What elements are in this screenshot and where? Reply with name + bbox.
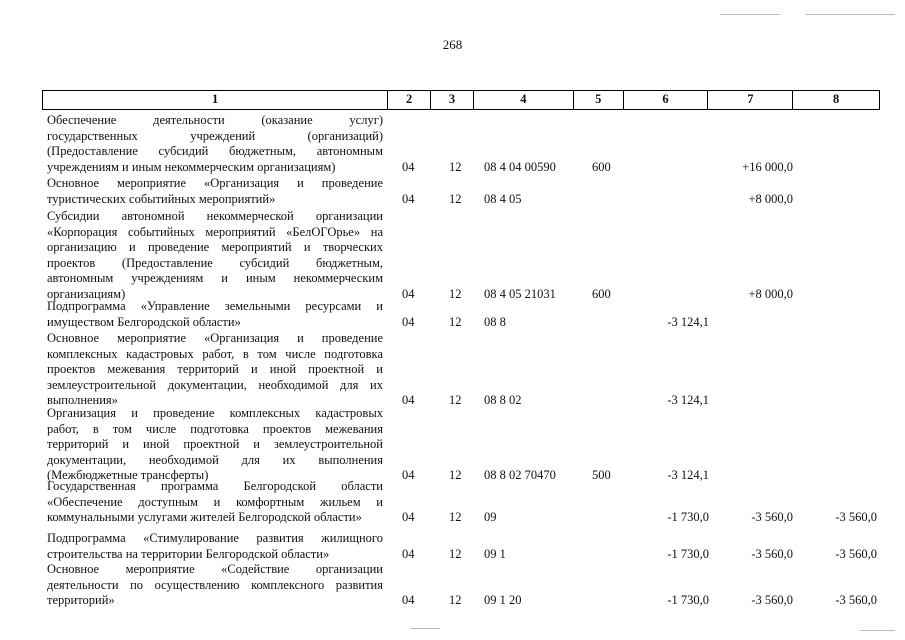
row-value-c3: 12: [449, 191, 462, 206]
description-line: Субсидии автономной некоммерческой организации: [47, 209, 383, 223]
row-value-c6: -3 124,1: [667, 314, 709, 329]
description-line: организациям): [47, 286, 126, 301]
description-line: коммунальными услугами жителей Белгородской области»: [47, 510, 362, 524]
row-value-c6: -1 730,0: [667, 510, 709, 524]
row-value-c6: -1 730,0: [667, 593, 709, 607]
row-value-c3: 12: [449, 314, 462, 329]
row-value-c2: 04: [402, 468, 415, 482]
row-value-c4: 08 8 02: [484, 393, 522, 407]
row-description: [47, 562, 383, 609]
row-value-c4: 09 1: [484, 546, 506, 561]
description-line: проектов межевания территорий и иной проектной и: [47, 362, 383, 376]
description-line: (Межбюджетные трансферты): [47, 468, 209, 482]
row-description: [47, 331, 383, 409]
description-line: Государственная программа Белгородской области: [47, 479, 383, 493]
header-col-1: 1: [43, 91, 388, 109]
row-description: [47, 531, 383, 562]
scan-speck: [805, 14, 895, 15]
row-description: [47, 479, 383, 526]
description-line: землеустроительной документации, необходимой для их: [47, 377, 383, 392]
header-col-4: 4: [474, 91, 574, 109]
row-value-c3: 12: [449, 593, 462, 607]
row-value-c3: 12: [449, 159, 462, 174]
header-col-3: 3: [431, 91, 474, 109]
row-description: [47, 299, 383, 330]
row-value-c2: 04: [402, 510, 415, 524]
scan-speck: [860, 630, 895, 631]
description-line: территорий и иной проектной и землеустроительной: [47, 437, 383, 451]
description-line: (Предоставление субсидий бюджетным, автономным: [47, 144, 383, 158]
row-value-c8: -3 560,0: [835, 593, 877, 607]
row-value-c7: -3 560,0: [751, 546, 793, 561]
description-line: государственных учреждений (организаций): [47, 128, 383, 143]
description-line: Основное мероприятие «Содействие организации: [47, 562, 383, 576]
row-value-c5: 600: [592, 159, 611, 174]
description-line: имуществом Белгородской области»: [47, 314, 241, 329]
description-line: «Обеспечение доступным и комфортным жильем и: [47, 494, 383, 509]
row-value-c7: +8 000,0: [748, 286, 793, 301]
description-line: комплексных кадастровых работ, в том числе подготовка: [47, 346, 383, 361]
row-value-c3: 12: [449, 510, 462, 524]
table-header: [42, 90, 880, 110]
description-line: Организация и проведение комплексных кадастровых: [47, 406, 383, 420]
header-col-7: 7: [708, 91, 793, 109]
row-value-c4: 08 4 05: [484, 191, 522, 206]
row-description: [47, 176, 383, 207]
description-line: выполнения»: [47, 393, 118, 407]
description-line: «Корпорация событийных мероприятий «БелОГОрье» на: [47, 224, 383, 239]
header-col-6: 6: [624, 91, 709, 109]
row-value-c8: -3 560,0: [835, 546, 877, 561]
row-value-c2: 04: [402, 191, 415, 206]
row-description: [47, 113, 383, 175]
row-value-c3: 12: [449, 468, 462, 482]
description-line: деятельности по осуществлению комплексного развития: [47, 577, 383, 592]
description-line: документации, необходимой для их выполнения: [47, 452, 383, 467]
row-value-c5: 500: [592, 468, 611, 482]
description-line: Основное мероприятие «Организация и проведение: [47, 331, 383, 345]
description-line: территорий»: [47, 593, 115, 607]
header-col-2: 2: [388, 91, 431, 109]
row-value-c4: 08 8 02 70470: [484, 468, 556, 482]
description-line: Обеспечение деятельности (оказание услуг): [47, 113, 383, 127]
row-description: [47, 209, 383, 302]
row-value-c4: 09: [484, 510, 497, 524]
row-value-c2: 04: [402, 286, 415, 301]
row-value-c4: 08 4 05 21031: [484, 286, 556, 301]
description-line: Подпрограмма «Стимулирование развития жилищного: [47, 531, 383, 545]
row-value-c2: 04: [402, 546, 415, 561]
page-number: 268: [442, 37, 463, 52]
description-line: строительства на территории Белгородской области»: [47, 546, 330, 561]
header-col-8: 8: [832, 92, 840, 107]
description-line: автономным учреждениям и иным некоммерческим: [47, 271, 383, 285]
row-value-c6: -3 124,1: [667, 393, 709, 407]
description-line: организацию и проведение мероприятий и творческих: [47, 240, 383, 254]
row-value-c5: 600: [592, 286, 611, 301]
description-line: Подпрограмма «Управление земельными ресурсами и: [47, 299, 383, 313]
row-value-c2: 04: [402, 314, 415, 329]
row-value-c6: -1 730,0: [667, 546, 709, 561]
row-value-c4: 09 1 20: [484, 593, 522, 607]
row-value-c3: 12: [449, 393, 462, 407]
scan-speck: [720, 14, 780, 15]
row-value-c6: -3 124,1: [667, 468, 709, 482]
row-value-c7: +16 000,0: [742, 159, 793, 174]
row-value-c7: -3 560,0: [751, 510, 793, 524]
row-description: [47, 406, 383, 484]
row-value-c4: 08 4 04 00590: [484, 159, 556, 174]
description-line: туристических событийных мероприятий»: [47, 191, 276, 206]
description-line: работ, в том числе подготовка проектов межевания: [47, 421, 383, 436]
row-value-c8: -3 560,0: [835, 510, 877, 524]
row-value-c3: 12: [449, 286, 462, 301]
row-value-c4: 08 8: [484, 314, 506, 329]
scan-speck: [410, 628, 440, 629]
row-value-c2: 04: [402, 159, 415, 174]
description-line: учреждениям и иным некоммерческим организациям): [47, 159, 336, 174]
header-col-5: 5: [574, 91, 624, 109]
row-value-c7: -3 560,0: [751, 593, 793, 607]
row-value-c2: 04: [402, 393, 415, 407]
description-line: проектов (Предоставление субсидий бюджетным,: [47, 255, 383, 270]
description-line: Основное мероприятие «Организация и проведение: [47, 176, 383, 190]
row-value-c2: 04: [402, 593, 415, 607]
row-value-c3: 12: [449, 546, 462, 561]
row-value-c7: +8 000,0: [748, 191, 793, 206]
